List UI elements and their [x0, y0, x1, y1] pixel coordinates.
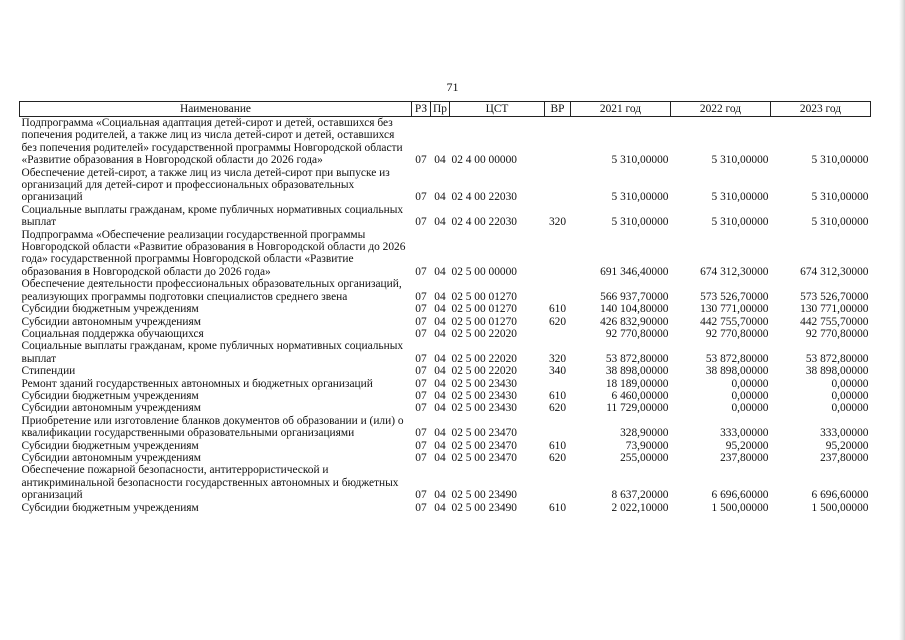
- cell-vr: 610: [548, 389, 567, 402]
- cell-name: Стипендии: [21, 365, 76, 378]
- cell-pr: 04: [434, 352, 446, 365]
- cell-y2022: 0,00000: [731, 402, 769, 415]
- table-row: [20, 117, 871, 167]
- cell-pr: 04: [434, 389, 446, 402]
- cell-vr: [545, 278, 571, 303]
- cell-y2022: 674 312,30000: [700, 265, 769, 278]
- cell-y2022: 0,00000: [731, 377, 769, 390]
- cell-pr: 04: [434, 501, 446, 514]
- cell-cst: 02 5 00 22020: [451, 352, 517, 365]
- cell-rz: 07: [415, 451, 427, 464]
- cell-y2022: 0,00000: [731, 389, 769, 402]
- cell-y2023: 0,00000: [831, 402, 869, 415]
- cell-pr: 04: [434, 191, 446, 204]
- cell-cst: 02 5 00 22020: [451, 365, 517, 378]
- cell-rz: 07: [415, 389, 427, 402]
- cell-y2023: 6 696,60000: [811, 489, 869, 502]
- cell-pr: 04: [434, 216, 446, 229]
- cell-y2021: 53 872,80000: [605, 352, 669, 365]
- cell-name: Обеспечение деятельности профессиональных образовательных организаций, реализующих программы подготовки специалистов среднего звена: [21, 278, 402, 303]
- cell-y2022: 5 310,00000: [711, 216, 769, 229]
- cell-cst: 02 5 00 23470: [451, 427, 517, 440]
- table-row: [20, 502, 871, 514]
- cell-y2021: 426 832,90000: [600, 315, 669, 328]
- table-row: [20, 452, 871, 464]
- cell-vr: 320: [548, 216, 567, 229]
- cell-y2023: 95,20000: [825, 439, 869, 452]
- cell-y2022: 95,20000: [725, 439, 769, 452]
- cell-vr: 620: [548, 315, 567, 328]
- cell-y2021: 255,00000: [620, 451, 669, 464]
- cell-rz: 07: [415, 377, 427, 390]
- cell-y2021: 566 937,70000: [600, 290, 669, 303]
- cell-rz: 07: [415, 303, 427, 316]
- table-row: [20, 390, 871, 402]
- cell-rz: 07: [415, 402, 427, 415]
- table-row: [20, 229, 871, 279]
- cell-y2022: 130 771,00000: [700, 303, 769, 316]
- cell-y2021: 5 310,00000: [611, 154, 669, 167]
- cell-cst: 02 5 00 01270: [451, 290, 517, 303]
- table-row: [20, 316, 871, 328]
- cell-pr: 04: [434, 427, 446, 440]
- cell-vr: 620: [548, 402, 567, 415]
- cell-cst: 02 4 00 22030: [451, 191, 517, 204]
- cell-y2023: 5 310,00000: [811, 154, 869, 167]
- cell-cst: 02 5 00 22020: [451, 327, 517, 340]
- cell-pr: 04: [434, 154, 446, 167]
- table-row: [20, 365, 871, 377]
- cell-pr: 04: [434, 402, 446, 415]
- cell-cst: 02 4 00 00000: [451, 154, 517, 167]
- cell-y2023: 130 771,00000: [800, 303, 869, 316]
- cell-y2023: 442 755,70000: [800, 315, 869, 328]
- cell-y2023: 38 898,00000: [805, 365, 869, 378]
- cell-cst: 02 4 00 22030: [451, 216, 517, 229]
- cell-name: Социальные выплаты гражданам, кроме публичных нормативных социальных выплат: [21, 340, 404, 365]
- cell-rz: 07: [415, 439, 427, 452]
- cell-vr: [545, 378, 571, 390]
- cell-y2023: 5 310,00000: [811, 191, 869, 204]
- cell-y2022: 53 872,80000: [705, 352, 769, 365]
- page-number: 71: [446, 80, 459, 94]
- cell-name: Субсидии бюджетным учреждениям: [21, 303, 199, 316]
- cell-name: Субсидии бюджетным учреждениям: [21, 389, 199, 402]
- cell-pr: 04: [434, 439, 446, 452]
- cell-pr: 04: [434, 265, 446, 278]
- table-row: [20, 204, 871, 229]
- table-row: [20, 328, 871, 340]
- cell-vr: 610: [548, 303, 567, 316]
- cell-vr: 610: [548, 439, 567, 452]
- cell-y2022: 1 500,00000: [711, 501, 769, 514]
- cell-name: Субсидии бюджетным учреждениям: [21, 501, 199, 514]
- cell-name: Субсидии автономным учреждениям: [21, 451, 201, 464]
- cell-y2022: 442 755,70000: [700, 315, 769, 328]
- cell-y2022: 333,00000: [720, 427, 769, 440]
- table-row: [20, 278, 871, 303]
- table-row: [20, 167, 871, 204]
- cell-y2023: 0,00000: [831, 389, 869, 402]
- header-2023: 2023 год: [771, 102, 871, 117]
- cell-name: Подпрограмма «Обеспечение реализации государственной программы Новгородской области «Развитие образования в Новгородской области до 2026 года» государственной программы Новгородской области «Развитие образования в Новгородской области до 2026 года»: [21, 228, 406, 278]
- cell-pr: 04: [434, 451, 446, 464]
- cell-name: Субсидии бюджетным учреждениям: [21, 439, 199, 452]
- cell-rz: 07: [415, 365, 427, 378]
- cell-vr: [545, 167, 571, 204]
- cell-vr: [545, 464, 571, 501]
- cell-name: Субсидии автономным учреждениям: [21, 315, 201, 328]
- cell-cst: 02 5 00 23470: [451, 439, 517, 452]
- cell-rz: 07: [415, 352, 427, 365]
- cell-vr: [545, 415, 571, 440]
- table-row: [20, 440, 871, 452]
- cell-y2023: 92 770,80000: [805, 327, 869, 340]
- cell-y2021: 92 770,80000: [605, 327, 669, 340]
- cell-rz: 07: [415, 265, 427, 278]
- budget-table: [19, 101, 871, 514]
- cell-name: Обеспечение пожарной безопасности, антитеррористической и антикриминальной безопасности государственных автономных и бюджетных организаций: [21, 464, 399, 502]
- cell-y2022: 92 770,80000: [705, 327, 769, 340]
- cell-y2021: 2 022,10000: [611, 501, 669, 514]
- cell-y2021: 18 189,00000: [605, 377, 669, 390]
- cell-cst: 02 5 00 01270: [451, 315, 517, 328]
- cell-y2022: 573 526,70000: [700, 290, 769, 303]
- cell-y2023: 674 312,30000: [800, 265, 869, 278]
- cell-pr: 04: [434, 303, 446, 316]
- table-row: [20, 415, 871, 440]
- cell-name: Субсидии автономным учреждениям: [21, 402, 201, 415]
- cell-y2023: 573 526,70000: [800, 290, 869, 303]
- cell-y2021: 328,90000: [620, 427, 669, 440]
- cell-y2022: 237,80000: [720, 451, 769, 464]
- cell-y2021: 11 729,00000: [606, 402, 669, 415]
- cell-cst: 02 5 00 23470: [451, 451, 517, 464]
- cell-y2021: 5 310,00000: [611, 216, 669, 229]
- cell-name: Социальные выплаты гражданам, кроме публичных нормативных социальных выплат: [21, 203, 404, 229]
- table-row: [20, 378, 871, 390]
- table-header-row: [20, 102, 871, 117]
- cell-vr: [545, 328, 571, 340]
- cell-y2022: 5 310,00000: [711, 154, 769, 167]
- cell-pr: 04: [434, 489, 446, 502]
- cell-cst: 02 5 00 23430: [451, 402, 517, 415]
- cell-name: Приобретение или изготовление бланков документов об образовании и (или) о квалификации государственными образовательными организациями: [21, 414, 404, 440]
- header-cst: ЦСТ: [450, 102, 545, 117]
- cell-cst: 02 5 00 01270: [451, 303, 517, 316]
- cell-rz: 07: [415, 501, 427, 514]
- cell-y2022: 6 696,60000: [711, 489, 769, 502]
- cell-name: Подпрограмма «Социальная адаптация детей-сирот и детей, оставшихся без попечения родителей, а также лиц из числа детей-сирот и детей, оставшихся без попечения родителей» государственной программы Новгородской области «Развитие образования в Новгородской области до 2026 года»: [21, 117, 403, 167]
- cell-vr: 610: [548, 501, 567, 514]
- cell-rz: 07: [415, 191, 427, 204]
- cell-pr: 04: [434, 365, 446, 378]
- cell-y2021: 8 637,20000: [611, 489, 669, 502]
- cell-cst: 02 5 00 23490: [451, 489, 517, 502]
- cell-y2023: 5 310,00000: [811, 216, 869, 229]
- cell-y2023: 333,00000: [820, 427, 869, 440]
- cell-pr: 04: [434, 327, 446, 340]
- cell-name: Ремонт зданий государственных автономных и бюджетных организаций: [21, 377, 373, 390]
- cell-y2021: 73,90000: [625, 439, 669, 452]
- cell-rz: 07: [415, 290, 427, 303]
- header-2021: 2021 год: [571, 102, 671, 117]
- cell-y2022: 5 310,00000: [711, 191, 769, 204]
- cell-rz: 07: [415, 327, 427, 340]
- cell-cst: 02 5 00 23430: [451, 377, 517, 390]
- cell-pr: 04: [434, 290, 446, 303]
- table-row: [20, 303, 871, 315]
- cell-y2023: 1 500,00000: [811, 501, 869, 514]
- cell-y2021: 691 346,40000: [600, 265, 669, 278]
- cell-y2021: 38 898,00000: [605, 365, 669, 378]
- table-body: [20, 117, 871, 515]
- cell-cst: 02 5 00 00000: [451, 265, 517, 278]
- cell-vr: [545, 117, 571, 167]
- table-row: [20, 340, 871, 365]
- header-vr: ВР: [545, 102, 571, 117]
- header-2022: 2022 год: [671, 102, 771, 117]
- cell-vr: [545, 229, 571, 279]
- cell-rz: 07: [415, 427, 427, 440]
- header-pr: Пр: [431, 102, 450, 117]
- cell-rz: 07: [415, 489, 427, 502]
- cell-y2021: 140 104,80000: [600, 303, 669, 316]
- cell-cst: 02 5 00 23430: [451, 389, 517, 402]
- cell-pr: 04: [434, 315, 446, 328]
- cell-pr: 04: [434, 377, 446, 390]
- cell-vr: 340: [548, 365, 567, 378]
- header-name: Наименование: [20, 102, 412, 117]
- cell-name: Обеспечение детей-сирот, а также лиц из числа детей-сирот при выпуске из организаций для детей-сирот и профессиональных образовательных организаций: [21, 166, 390, 204]
- scan-edge-shadow: [899, 0, 905, 640]
- cell-y2023: 0,00000: [831, 377, 869, 390]
- cell-name: Социальная поддержка обучающихся: [21, 327, 204, 340]
- cell-rz: 07: [415, 315, 427, 328]
- table-row: [20, 464, 871, 501]
- header-rz: РЗ: [412, 102, 431, 117]
- cell-vr: 320: [548, 352, 567, 365]
- cell-y2023: 237,80000: [820, 451, 869, 464]
- table-row: [20, 402, 871, 414]
- cell-cst: 02 5 00 23490: [451, 501, 517, 514]
- cell-y2023: 53 872,80000: [805, 352, 869, 365]
- cell-rz: 07: [415, 216, 427, 229]
- cell-y2021: 5 310,00000: [611, 191, 669, 204]
- cell-y2022: 38 898,00000: [705, 365, 769, 378]
- cell-vr: 620: [548, 451, 567, 464]
- cell-y2021: 6 460,00000: [611, 389, 669, 402]
- cell-rz: 07: [415, 154, 427, 167]
